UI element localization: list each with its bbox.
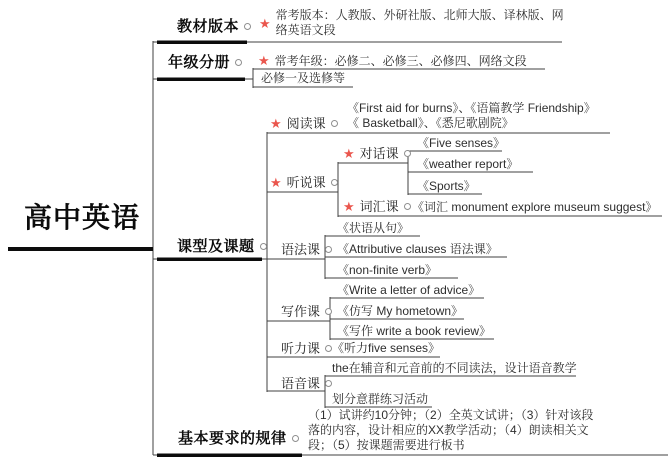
leaf-weather-report[interactable] [417,158,518,170]
leaf-text: 《Attributive clauses 语法课》 [337,242,498,256]
node-pronunciation-class[interactable] [281,377,332,390]
branch-course-types[interactable] [177,239,267,254]
branch-textbook-edition[interactable] [177,19,251,34]
collapse-handle-icon[interactable] [325,308,332,315]
leaf-text: （1）试讲约10分钟；（2）全英文试讲；（3）针对该段 落的内容，设计相应的XX教学活动；（4）朗读相关文 段；（5）按课题需要进行板书 [308,408,594,452]
leaf-text: 《仿写 My hometown》 [337,304,464,318]
collapse-handle-icon[interactable] [404,203,411,210]
leaf-other-volumes[interactable] [261,72,345,84]
branch-label: 年级分册 [168,54,231,71]
collapse-handle-icon[interactable] [244,23,251,30]
collapse-handle-icon[interactable] [325,345,332,352]
node-listening-class[interactable] [281,342,332,355]
leaf-text: 《写作 write a book review》 [337,324,492,338]
leaf-text: 《听力five senses》 [332,341,441,355]
root-topic[interactable] [24,204,140,232]
node-label: 听力课 [281,341,321,356]
leaf-my-hometown[interactable] [337,305,463,317]
star-icon: ★ [343,199,355,214]
leaf-common-grades[interactable] [258,54,527,67]
star-icon: ★ [343,146,355,161]
node-label: 写作课 [281,304,321,319]
collapse-handle-icon[interactable] [325,246,332,253]
star-icon: ★ [258,53,270,68]
root-topic-label: 高中英语 [24,202,141,233]
leaf-adverbial-clause[interactable] [337,222,409,234]
leaf-common-editions[interactable] [259,8,564,38]
node-label: 听说课 [286,175,326,190]
leaf-text: 必修一及选修等 [261,71,346,85]
node-label: 语音课 [281,376,321,391]
leaf-text: 划分意群练习活动 [332,392,429,406]
branch-basic-requirements[interactable] [178,431,299,446]
collapse-handle-icon[interactable] [331,120,338,127]
node-label: 词汇课 [359,199,399,214]
leaf-nonfinite-verb[interactable] [337,264,437,276]
node-dialogue-class[interactable] [343,147,411,160]
leaf-text: 常考年级：必修二、必修三、必修四、网络文段 [274,53,527,68]
collapse-handle-icon[interactable] [292,435,299,442]
branch-label: 基本要求的规律 [178,430,287,447]
collapse-handle-icon[interactable] [404,150,411,157]
leaf-letter-of-advice[interactable] [337,284,480,296]
star-icon: ★ [270,175,282,190]
node-listening-speaking-class[interactable] [270,176,338,189]
leaf-requirement-rules[interactable] [308,408,593,453]
leaf-text: the在辅音和元音前的不同读法，设计语音教学 [332,361,577,375]
leaf-listening-five-senses[interactable] [332,342,440,354]
node-reading-class[interactable] [270,117,338,130]
leaf-text: 《词汇 monument explore museum suggest》 [412,200,658,214]
collapse-handle-icon[interactable] [325,380,332,387]
branch-label: 教材版本 [177,18,240,35]
leaf-text: 《状语从句》 [337,221,410,235]
star-icon: ★ [259,15,271,31]
leaf-text: 常考版本：人教版、外研社版、北师大版、译林版、网 络英语文段 [275,8,564,37]
leaf-vocabulary-topic[interactable] [412,201,657,213]
leaf-five-senses[interactable] [417,137,505,149]
leaf-sense-group-practice[interactable] [332,393,428,405]
leaf-book-review[interactable] [337,325,491,337]
node-label: 阅读课 [286,116,326,131]
leaf-text: 《Sports》 [417,179,476,193]
leaf-text: 《non-finite verb》 [337,263,438,277]
collapse-handle-icon[interactable] [235,59,242,66]
leaf-attributive-clauses[interactable] [337,243,498,255]
node-grammar-class[interactable] [281,243,332,256]
branch-label: 课型及课题 [177,238,255,255]
collapse-handle-icon[interactable] [331,179,338,186]
leaf-text: 《Five senses》 [417,136,506,150]
leaf-text: 《weather report》 [417,157,519,171]
star-icon: ★ [270,116,282,131]
node-label: 语法课 [281,242,321,257]
leaf-text: 《Write a letter of advice》 [337,283,481,297]
leaf-the-pronunciation[interactable] [332,362,577,374]
node-vocabulary-class[interactable] [343,200,411,213]
leaf-reading-topics[interactable] [347,101,596,131]
node-writing-class[interactable] [281,305,332,318]
node-label: 对话课 [359,146,399,161]
leaf-text: 《First aid for burns》、《语篇教学 Friendship》 《 Basketball》、《悉尼歌剧院》 [347,101,596,130]
leaf-sports[interactable] [417,180,476,192]
collapse-handle-icon[interactable] [260,243,267,250]
branch-grade-volume[interactable] [168,55,242,70]
